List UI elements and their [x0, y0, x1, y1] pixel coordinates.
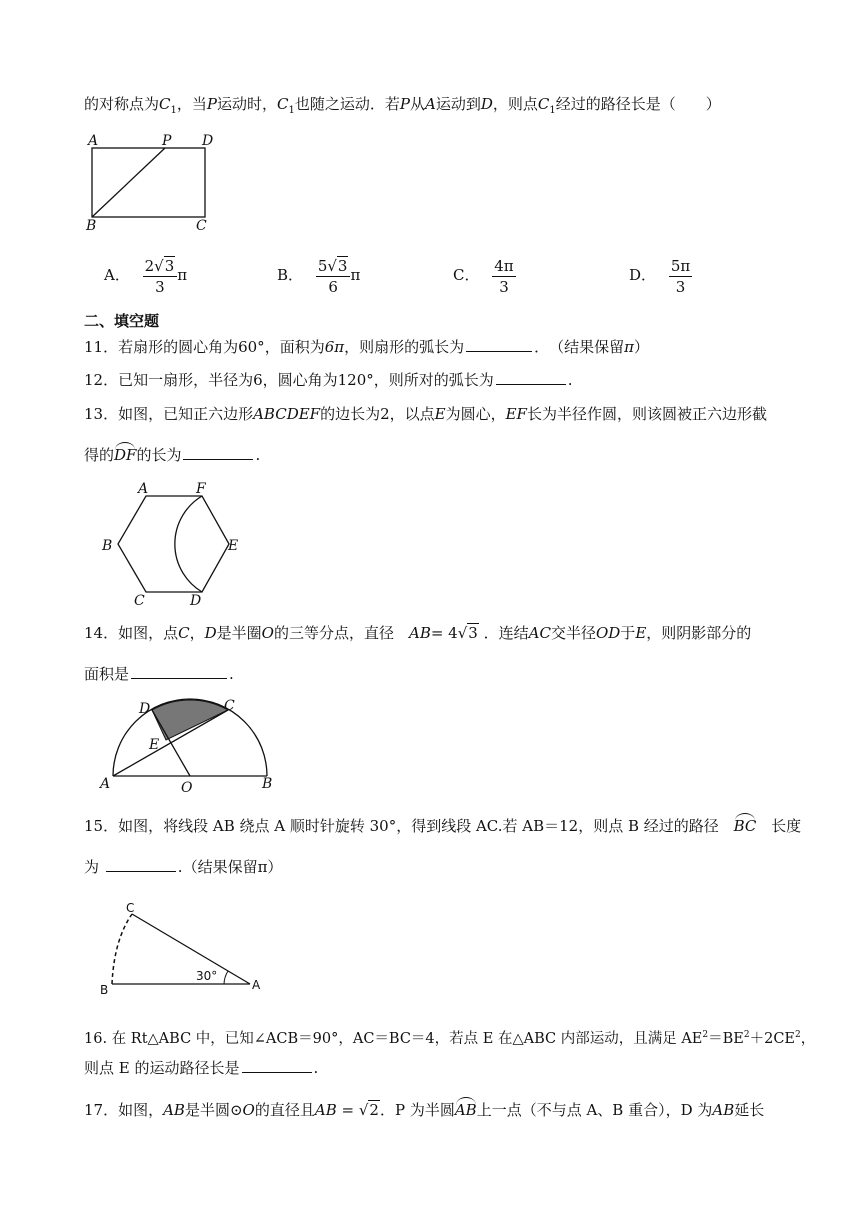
q11-text: 11．若扇形的圆心角为60°，面积为6π，则扇形的弧长为 ． （结果保留π） [84, 338, 650, 356]
q12-answer-blank[interactable] [496, 370, 566, 385]
q15-label-a: A [252, 978, 261, 992]
q15-line2: 为 .（结果保留π） [84, 858, 283, 876]
q10-option-a[interactable]: A． $\frac{2√3}{3}$ π [104, 256, 188, 296]
q10-option-c[interactable]: C． $\frac{4\pi}{3}$ [453, 256, 514, 296]
q13-label-f: F [196, 481, 206, 497]
q14-label-c: C [224, 698, 235, 714]
q10-option-d[interactable]: D． $\frac{5\pi}{3}$ [629, 256, 691, 296]
q10-option-b[interactable]: B． $\frac{5√3}{6}$ π [277, 256, 361, 296]
q15-answer-blank[interactable] [106, 857, 176, 872]
q14-answer-blank[interactable] [131, 664, 227, 679]
q14-line2: 面积是 . [84, 665, 234, 683]
q15-line1: 15．如图，将线段 AB 绕点 A 顺时针旋转 30°，得到线段 AC.若 AB＝12，则点 B 经过的路径 BC 长度 [84, 817, 802, 835]
q13-line2: 得的DF的长为 . [84, 446, 261, 464]
q14-line1: 14．如图，点C，D是半圈O的三等分点，直径 AB= 4√3 ．连结AC交半径OD于E，则阴影部分的 [84, 624, 752, 642]
q10-label-a: A [88, 133, 99, 149]
q12-text: 12．已知一扇形，半径为6，圆心角为120°，则所对的弧长为 . [84, 371, 573, 389]
q17-text: 17．如图，AB是半圆⊙O的直径且AB = √2．P 为半圆AB上一点（不与点 A、B 重合），D 为AB延长 [84, 1101, 765, 1119]
q15-label-b: B [100, 983, 109, 997]
arc-df: DF [114, 446, 137, 464]
q13-label-a: A [138, 481, 149, 497]
q13-answer-blank[interactable] [183, 445, 253, 460]
q13-hexagon-figure [96, 478, 246, 608]
q14-label-d: D [139, 701, 151, 717]
q14-semicircle-figure [96, 696, 286, 796]
q16-line2: 则点 E 的运动路径长是 . [84, 1059, 319, 1077]
q16-answer-blank[interactable] [242, 1058, 312, 1073]
q10-rectangle-figure [82, 130, 222, 234]
q16-line1: 16. 在 Rt△ABC 中，已知∠ACB＝90°，AC＝BC＝4，若点 E 在△ABC 内部运动，且满足 $AE^2=BE^2+2CE^2$， [84, 1030, 816, 1047]
q13-line1: 13．如图，已知正六边形ABCDEF的边长为2，以点E为圆心，EF长为半径作圆，则该圆被正六边形截 [84, 405, 767, 423]
arc-bc: BC [733, 817, 757, 835]
q15-label-c: C [126, 901, 135, 915]
q15-rotation-figure [96, 898, 276, 1002]
section-title: 二、填空题 [84, 312, 160, 330]
q13-label-c: C [134, 593, 145, 608]
q10-label-b: B [86, 218, 97, 234]
q11-answer-blank[interactable] [466, 337, 532, 352]
q14-label-a: A [100, 776, 111, 792]
arc-ab: AB [454, 1101, 477, 1119]
q14-label-b: B [262, 776, 273, 792]
q13-label-b: B [102, 538, 113, 554]
q10-label-c: C [196, 218, 207, 234]
q13-label-e: E [228, 538, 239, 554]
q14-label-o: O [181, 780, 193, 796]
q13-label-d: D [190, 593, 202, 608]
q10-label-p: P [162, 133, 172, 149]
q10-stem: 的对称点为$C_1$，当P运动时，$C_1$也随之运动．若P从A运动到D，则点$C_1$经过的路径长是（ ） [84, 95, 721, 116]
q14-label-e: E [149, 737, 160, 753]
q10-label-d: D [202, 133, 214, 149]
q15-label-angle: 30° [196, 969, 218, 983]
